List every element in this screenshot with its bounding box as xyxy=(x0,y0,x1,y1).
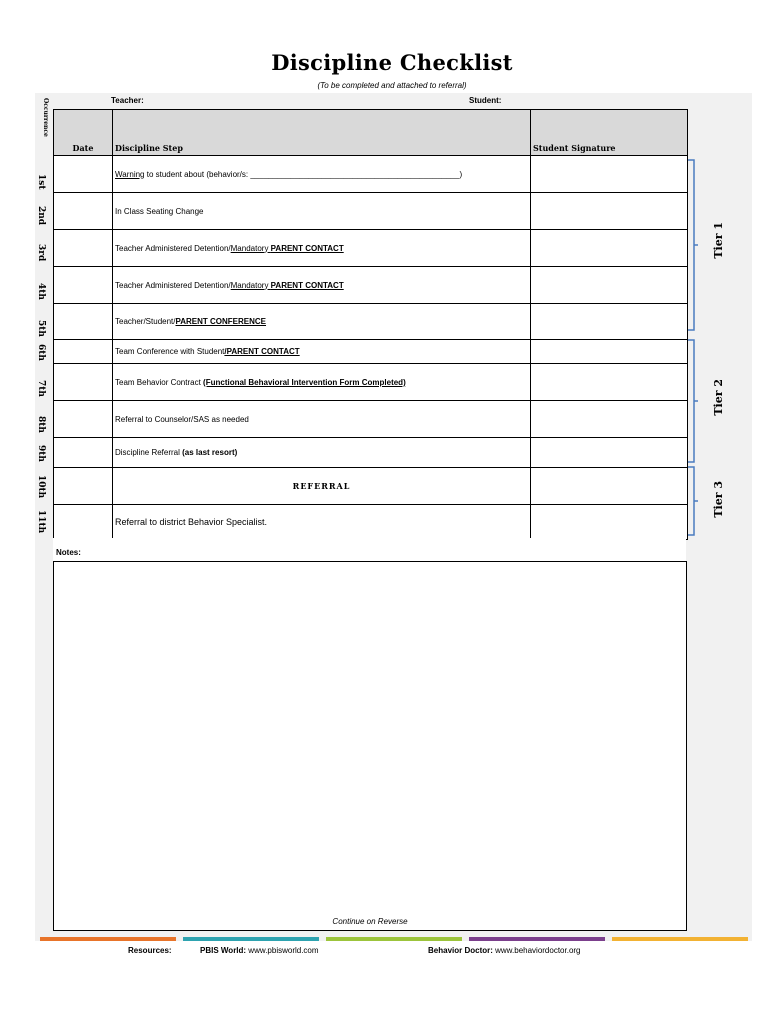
table-row xyxy=(54,340,688,364)
resources-label: Resources: xyxy=(128,946,172,955)
tier-2-bracket xyxy=(688,340,698,462)
behavior-blank[interactable]: _______________________________________________ xyxy=(250,169,460,179)
step-column-header: Discipline Step xyxy=(113,110,531,156)
tier-3-label: Tier 3 xyxy=(712,481,725,518)
step-cell: Teacher/Student/PARENT CONFERENCE xyxy=(113,304,531,340)
table-row xyxy=(54,468,688,505)
signature-cell[interactable] xyxy=(531,468,688,505)
date-cell[interactable] xyxy=(54,401,113,438)
table-row xyxy=(54,364,688,401)
date-cell[interactable] xyxy=(54,438,113,468)
step-cell: Teacher Administered Detention/Mandatory PARENT CONTACT xyxy=(113,267,531,304)
date-cell[interactable] xyxy=(54,156,113,193)
occurrence-4th: 4th xyxy=(36,282,46,300)
notes-label: Notes: xyxy=(56,548,81,557)
signature-cell[interactable] xyxy=(531,438,688,468)
date-column-header: Date xyxy=(54,110,113,156)
footer-bar-teal xyxy=(183,937,319,941)
table-row xyxy=(54,401,688,438)
table-row xyxy=(54,193,688,230)
table-row xyxy=(54,230,688,267)
table-row xyxy=(54,156,688,193)
signature-cell[interactable] xyxy=(531,364,688,401)
occurrence-2nd: 2nd xyxy=(36,206,46,226)
page-subtitle: (To be completed and attached to referral) xyxy=(317,81,467,90)
tier-2-label: Tier 2 xyxy=(712,379,725,416)
step-cell: Team Behavior Contract (Functional Behavioral Intervention Form Completed) xyxy=(113,364,531,401)
page-title: Discipline Checklist xyxy=(271,50,513,75)
step-cell: Teacher Administered Detention/Mandatory PARENT CONTACT xyxy=(113,230,531,267)
tier-3-bracket xyxy=(688,467,698,535)
pbis-world-link[interactable]: PBIS World: www.pbisworld.com xyxy=(200,946,319,955)
occurrence-5th: 5th xyxy=(36,319,46,337)
table-row xyxy=(54,267,688,304)
occurrence-label: Occurrence xyxy=(42,98,49,137)
occurrence-9th: 9th xyxy=(36,444,46,462)
continue-on-reverse: Continue on Reverse xyxy=(332,917,408,926)
notes-area[interactable] xyxy=(53,561,687,931)
signature-cell[interactable] xyxy=(531,267,688,304)
date-cell[interactable] xyxy=(54,304,113,340)
step-cell: Team Conference with Student/PARENT CONTACT xyxy=(113,340,531,364)
signature-cell[interactable] xyxy=(531,304,688,340)
tier-1-bracket xyxy=(688,160,698,330)
signature-cell[interactable] xyxy=(531,156,688,193)
occurrence-3rd: 3rd xyxy=(36,244,46,262)
occurrence-7th: 7th xyxy=(36,379,46,397)
occurrence-6th: 6th xyxy=(36,343,46,361)
discipline-table xyxy=(53,109,688,540)
step-cell: Referral to district Behavior Specialist. xyxy=(113,505,531,540)
date-cell[interactable] xyxy=(54,193,113,230)
tier-1-label: Tier 1 xyxy=(712,222,725,259)
occurrence-1st: 1st xyxy=(36,174,46,190)
occurrence-8th: 8th xyxy=(36,415,46,433)
signature-cell[interactable] xyxy=(531,340,688,364)
step-cell: Warning to student about (behavior/s: _______________________________________________) xyxy=(113,156,531,193)
student-label: Student: xyxy=(469,96,502,105)
date-cell[interactable] xyxy=(54,468,113,505)
step-cell: In Class Seating Change xyxy=(113,193,531,230)
occurrence-11th: 11th xyxy=(36,510,46,534)
footer-bar-yellow xyxy=(612,937,748,941)
step-cell: Discipline Referral (as last resort) xyxy=(113,438,531,468)
footer-bar-orange xyxy=(40,937,176,941)
footer-bar-green xyxy=(326,937,462,941)
notes-header-strip xyxy=(53,538,686,561)
footer-bar-purple xyxy=(469,937,605,941)
date-cell[interactable] xyxy=(54,267,113,304)
referral-heading: REFERRAL xyxy=(113,468,531,505)
behavior-doctor-link[interactable]: Behavior Doctor: www.behaviordoctor.org xyxy=(428,946,581,955)
table-row xyxy=(54,505,688,540)
table-header-row xyxy=(54,110,688,156)
tier-brackets xyxy=(686,150,706,540)
signature-column-header: Student Signature xyxy=(531,110,688,156)
table-row xyxy=(54,304,688,340)
signature-cell[interactable] xyxy=(531,193,688,230)
signature-cell[interactable] xyxy=(531,505,688,540)
date-cell[interactable] xyxy=(54,505,113,540)
occurrence-10th: 10th xyxy=(36,475,46,499)
table-row xyxy=(54,438,688,468)
teacher-label: Teacher: xyxy=(111,96,144,105)
date-cell[interactable] xyxy=(54,364,113,401)
date-cell[interactable] xyxy=(54,340,113,364)
date-cell[interactable] xyxy=(54,230,113,267)
signature-cell[interactable] xyxy=(531,401,688,438)
signature-cell[interactable] xyxy=(531,230,688,267)
step-cell: Referral to Counselor/SAS as needed xyxy=(113,401,531,438)
